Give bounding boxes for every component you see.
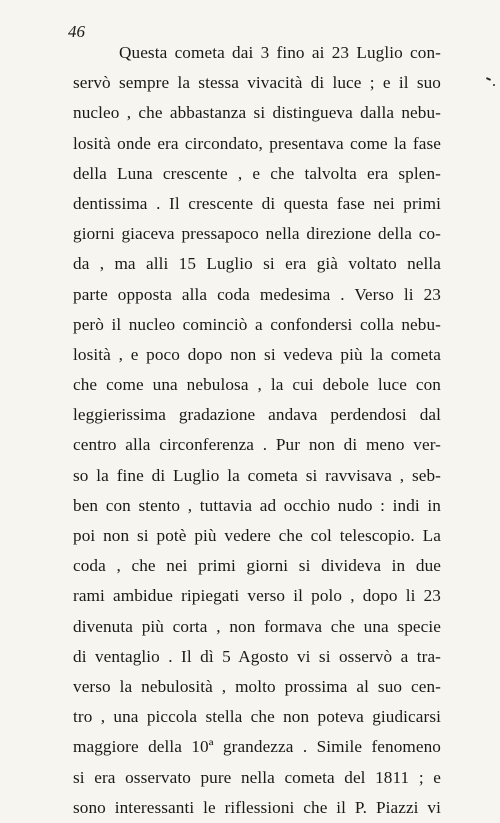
text-line: giorni giaceva pressapoco nella direzione della co-	[73, 224, 441, 244]
text-line: so la fine di Luglio la cometa si ravvisava , seb-	[73, 465, 441, 485]
text-line: divenuta più corta , non formava che una specie	[73, 616, 441, 636]
text-line: che come una nebulosa , la cui debole luce con	[73, 375, 441, 395]
text-line: poi non si potè più vedere che col telescopio. La	[73, 526, 441, 545]
text-line: però il nucleo cominciò a confondersi colla nebu-	[73, 314, 441, 334]
text-line: della Luna crescente , e che talvolta era splen-	[73, 163, 441, 183]
text-line: maggiore della 10ª grandezza . Simile fenomeno	[73, 737, 441, 757]
text-line: coda , che nei primi giorni si divideva in due	[73, 556, 441, 576]
text-line: nucleo , che abbastanza si distingueva dalla nebu-	[73, 103, 441, 123]
text-line: dentissima . Il crescente di questa fase nei primi	[73, 193, 441, 213]
body-text	[73, 38, 441, 823]
ink-speck	[486, 77, 491, 81]
text-line: leggierissima gradazione andava perdendosi dal	[73, 405, 441, 425]
text-line: servò sempre la stessa vivacità di luce ; e il suo	[73, 73, 441, 93]
text-line: tro , una piccola stella che non poteva giudicarsi	[73, 707, 441, 727]
text-line: centro alla circonferenza . Pur non di meno ver-	[73, 435, 441, 455]
page-number: 46	[68, 22, 85, 41]
ink-speck	[493, 84, 495, 86]
text-line: rami ambidue ripiegati verso il polo , dopo li 23	[73, 586, 441, 606]
text-line: di ventaglio . Il dì 5 Agosto vi si osservò a tra-	[73, 646, 441, 666]
text-line: parte opposta alla coda medesima . Verso li 23	[73, 284, 441, 304]
text-line: losità onde era circondato, presentava come la fase	[73, 133, 441, 153]
text-line: Questa cometa dai 3 fino ai 23 Luglio con-	[119, 43, 441, 62]
text-line: verso la nebulosità , molto prossima al suo cen-	[73, 676, 441, 696]
text-line: losità , e poco dopo non si vedeva più la cometa	[73, 344, 441, 364]
text-line: da , ma alli 15 Luglio si era già voltato nella	[73, 254, 441, 274]
text-line: ben con stento , tuttavia ad occhio nudo : indi in	[73, 495, 441, 515]
text-line: sono interessanti le riflessioni che il P. Piazzi vi	[73, 797, 441, 817]
text-line: si era osservato pure nella cometa del 1811 ; e	[73, 767, 441, 787]
